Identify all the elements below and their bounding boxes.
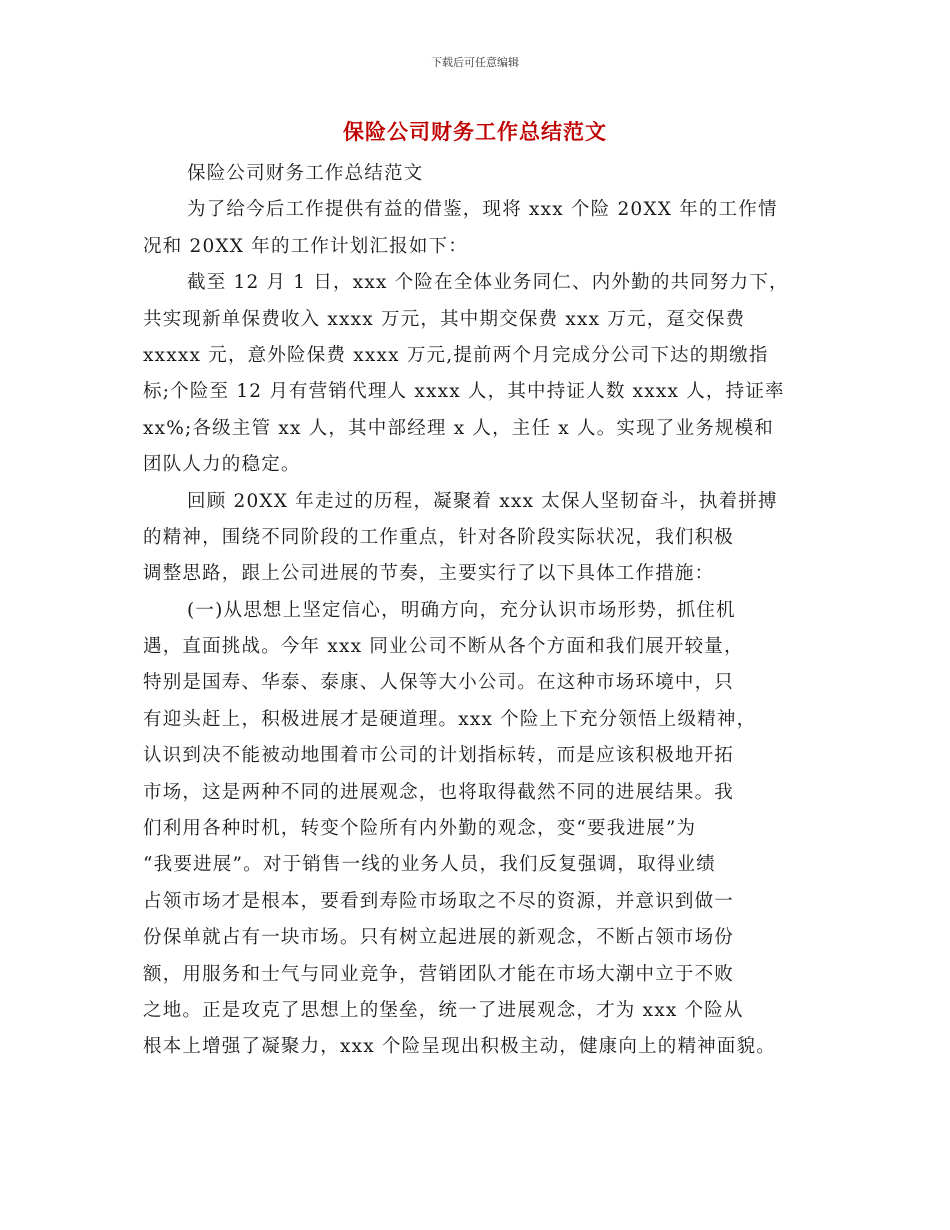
- text-line: 额，用服务和士气与同业竞争，营销团队才能在市场大潮中立于不败: [143, 963, 735, 985]
- text-line: 认识到决不能被动地围着市公司的计划指标转，而是应该积极地开拓: [143, 745, 735, 767]
- text-line: 调整思路，跟上公司进展的节奏，主要实行了以下具体工作措施：: [143, 563, 715, 585]
- text-line: 的精神，围绕不同阶段的工作重点，针对各阶段实际状况，我们积极: [143, 526, 735, 548]
- text-line: (一)从思想上坚定信心，明确方向，充分认识市场形势，抓住机: [187, 599, 736, 621]
- text-line: 之地。正是攻克了思想上的堡垒，统一了进展观念，才为 xxx 个险从: [143, 999, 744, 1021]
- text-line: 占领市场才是根本，要看到寿险市场取之不尽的资源，并意识到做一: [143, 890, 735, 912]
- document-title: 保险公司财务工作总结范文: [343, 120, 607, 144]
- text-line: 特别是国寿、华泰、泰康、人保等大小公司。在这种市场环境中，只: [143, 672, 735, 694]
- text-line: 有迎头赶上，积极进展才是硬道理。xxx 个险上下充分领悟上级精神，: [143, 708, 757, 730]
- text-line: 根本上增强了凝聚力，xxx 个险呈现出积极主动，健康向上的精神面貌。: [143, 1036, 776, 1058]
- text-line: 况和 20XX 年的工作计划汇报如下：: [143, 235, 468, 257]
- text-line: xxxxx 元，意外险保费 xxxx 万元,提前两个月完成分公司下达的期缴指: [143, 344, 769, 366]
- text-line: 回顾 20XX 年走过的历程，凝聚着 xxx 太保人坚韧奋斗，执着拼搏: [187, 490, 778, 512]
- text-line: 保险公司财务工作总结范文: [187, 163, 424, 184]
- text-line: 们利用各种时机，转变个险所有内外勤的观念，变“要我进展”为: [143, 818, 697, 840]
- text-line: 截至 12 月 1 日，xxx 个险在全体业务同仁、内外勤的共同努力下，: [187, 272, 789, 294]
- text-line: 团队人力的稳定。: [143, 454, 301, 476]
- text-line: 遇，直面挑战。今年 xxx 同业公司不断从各个方面和我们展开较量，: [143, 636, 744, 658]
- text-line: “我要进展”。对于销售一线的业务人员，我们反复强调，取得业绩: [143, 854, 716, 876]
- text-line: 标;个险至 12 月有营销代理人 xxxx 人，其中持证人数 xxxx 人，持证率: [143, 381, 785, 403]
- text-line: 市场，这是两种不同的进展观念，也将取得截然不同的进展结果。我: [143, 781, 735, 803]
- text-line: 为了给今后工作提供有益的借鉴，现将 xxx 个险 20XX 年的工作情: [187, 199, 778, 221]
- text-line: xx%;各级主管 xx 人，其中部经理 x 人，主任 x 人。实现了业务规模和: [143, 417, 774, 439]
- header-note: 下载后可任意编辑: [431, 56, 519, 69]
- text-line: 份保单就占有一块市场。只有树立起进展的新观念，不断占领市场份: [143, 927, 735, 949]
- document-body: [143, 156, 833, 1066]
- text-line: 共实现新单保费收入 xxxx 万元，其中期交保费 xxx 万元，趸交保费: [143, 308, 746, 330]
